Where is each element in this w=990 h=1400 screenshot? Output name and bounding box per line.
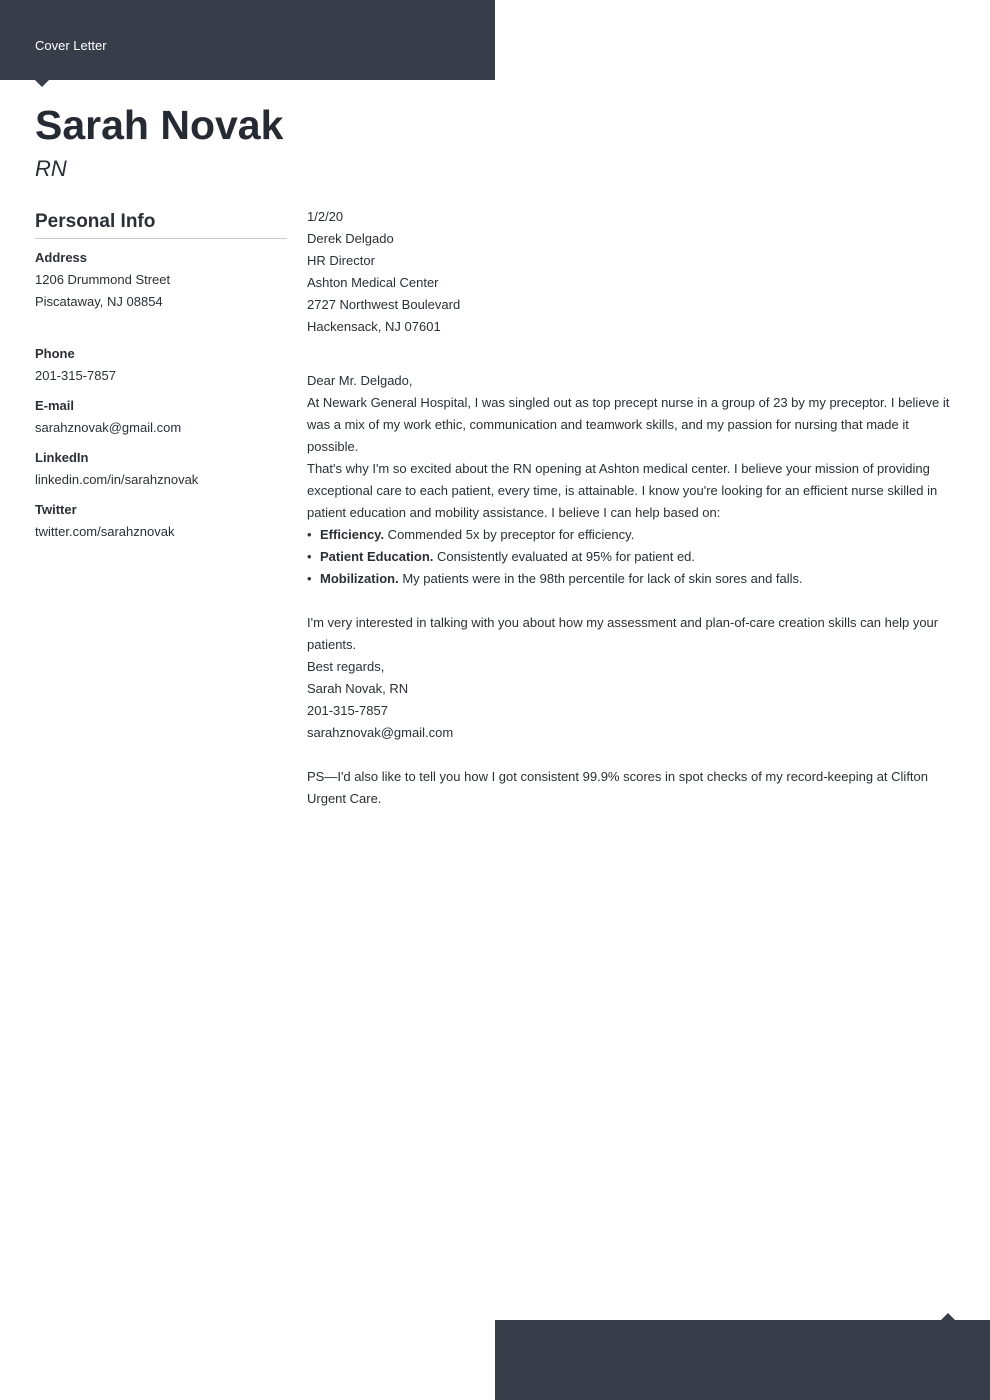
recipient-street: 2727 Northwest Boulevard bbox=[307, 297, 461, 312]
skills-list bbox=[307, 524, 955, 590]
phone-label: Phone bbox=[35, 346, 75, 361]
recipient-city: Hackensack, NJ 07601 bbox=[307, 319, 441, 334]
bullet-icon: • bbox=[307, 549, 312, 564]
address-block bbox=[35, 247, 287, 313]
list-item bbox=[307, 546, 955, 568]
document-type-label: Cover Letter bbox=[35, 38, 107, 53]
twitter-value: twitter.com/sarahznovak bbox=[35, 524, 175, 539]
linkedin-label: LinkedIn bbox=[35, 450, 89, 465]
bullet-icon: • bbox=[307, 571, 312, 586]
paragraph-1: At Newark General Hospital, I was singled out as top precept nurse in a group of 23 by my preceptor. I believe it was a mix of my work ethic, communication and teamwork skills, and my passion for nursing that made it possible. bbox=[307, 395, 950, 454]
bullet-text: My patients were in the 98th percentile for lack of skin sores and falls. bbox=[398, 571, 803, 586]
email-label: E-mail bbox=[35, 398, 75, 413]
header-notch-icon bbox=[35, 80, 49, 87]
bullet-title: Efficiency. bbox=[320, 527, 385, 542]
recipient-role: HR Director bbox=[307, 253, 375, 268]
applicant-name: Sarah Novak bbox=[35, 102, 284, 148]
address-label: Address bbox=[35, 250, 88, 265]
phone-value: 201-315-7857 bbox=[35, 368, 116, 383]
footer-notch-icon bbox=[941, 1313, 955, 1320]
signature-block bbox=[307, 678, 955, 744]
list-item bbox=[307, 524, 955, 546]
letter-date: 1/2/20 bbox=[307, 209, 344, 224]
phone-block bbox=[35, 343, 287, 387]
email-block bbox=[35, 395, 287, 439]
signature-name: Sarah Novak, RN bbox=[307, 681, 409, 696]
bullet-text: Commended 5x by preceptor for efficiency. bbox=[384, 527, 635, 542]
bullet-icon: • bbox=[307, 527, 312, 542]
twitter-label: Twitter bbox=[35, 502, 77, 517]
bullet-title: Patient Education. bbox=[320, 549, 434, 564]
header-band bbox=[0, 0, 495, 80]
personal-info-sidebar bbox=[35, 210, 287, 543]
letter-body bbox=[307, 206, 955, 810]
recipient-name: Derek Delgado bbox=[307, 231, 394, 246]
bullet-title: Mobilization. bbox=[320, 571, 399, 586]
salutation: Dear Mr. Delgado, bbox=[307, 373, 413, 388]
bullet-text: Consistently evaluated at 95% for patient ed. bbox=[433, 549, 696, 564]
address-line1: 1206 Drummond Street bbox=[35, 272, 171, 287]
signature-email: sarahznovak@gmail.com bbox=[307, 725, 454, 740]
linkedin-block bbox=[35, 447, 287, 491]
personal-info-heading: Personal Info bbox=[35, 210, 287, 239]
email-value: sarahznovak@gmail.com bbox=[35, 420, 182, 435]
postscript: PS—I'd also like to tell you how I got consistent 99.9% scores in spot checks of my record-keeping at Clifton Urgent Care. bbox=[307, 769, 929, 806]
signature-phone: 201-315-7857 bbox=[307, 703, 388, 718]
recipient-block bbox=[307, 228, 955, 338]
closing: Best regards, bbox=[307, 659, 385, 674]
footer-band bbox=[495, 1320, 990, 1400]
applicant-title: RN bbox=[35, 156, 67, 181]
linkedin-value: linkedin.com/in/sarahznovak bbox=[35, 472, 199, 487]
list-item bbox=[307, 568, 955, 590]
recipient-company: Ashton Medical Center bbox=[307, 275, 439, 290]
paragraph-2: That's why I'm so excited about the RN opening at Ashton medical center. I believe your mission of providing exceptional care to each patient, every time, is attainable. I know you're looking for an efficient nurse skilled in patient education and mobility assistance. I believe I can help based on: bbox=[307, 461, 938, 520]
twitter-block bbox=[35, 499, 287, 543]
address-line2: Piscataway, NJ 08854 bbox=[35, 294, 163, 309]
paragraph-3: I'm very interested in talking with you about how my assessment and plan-of-care creation skills can help your patients. bbox=[307, 615, 939, 652]
